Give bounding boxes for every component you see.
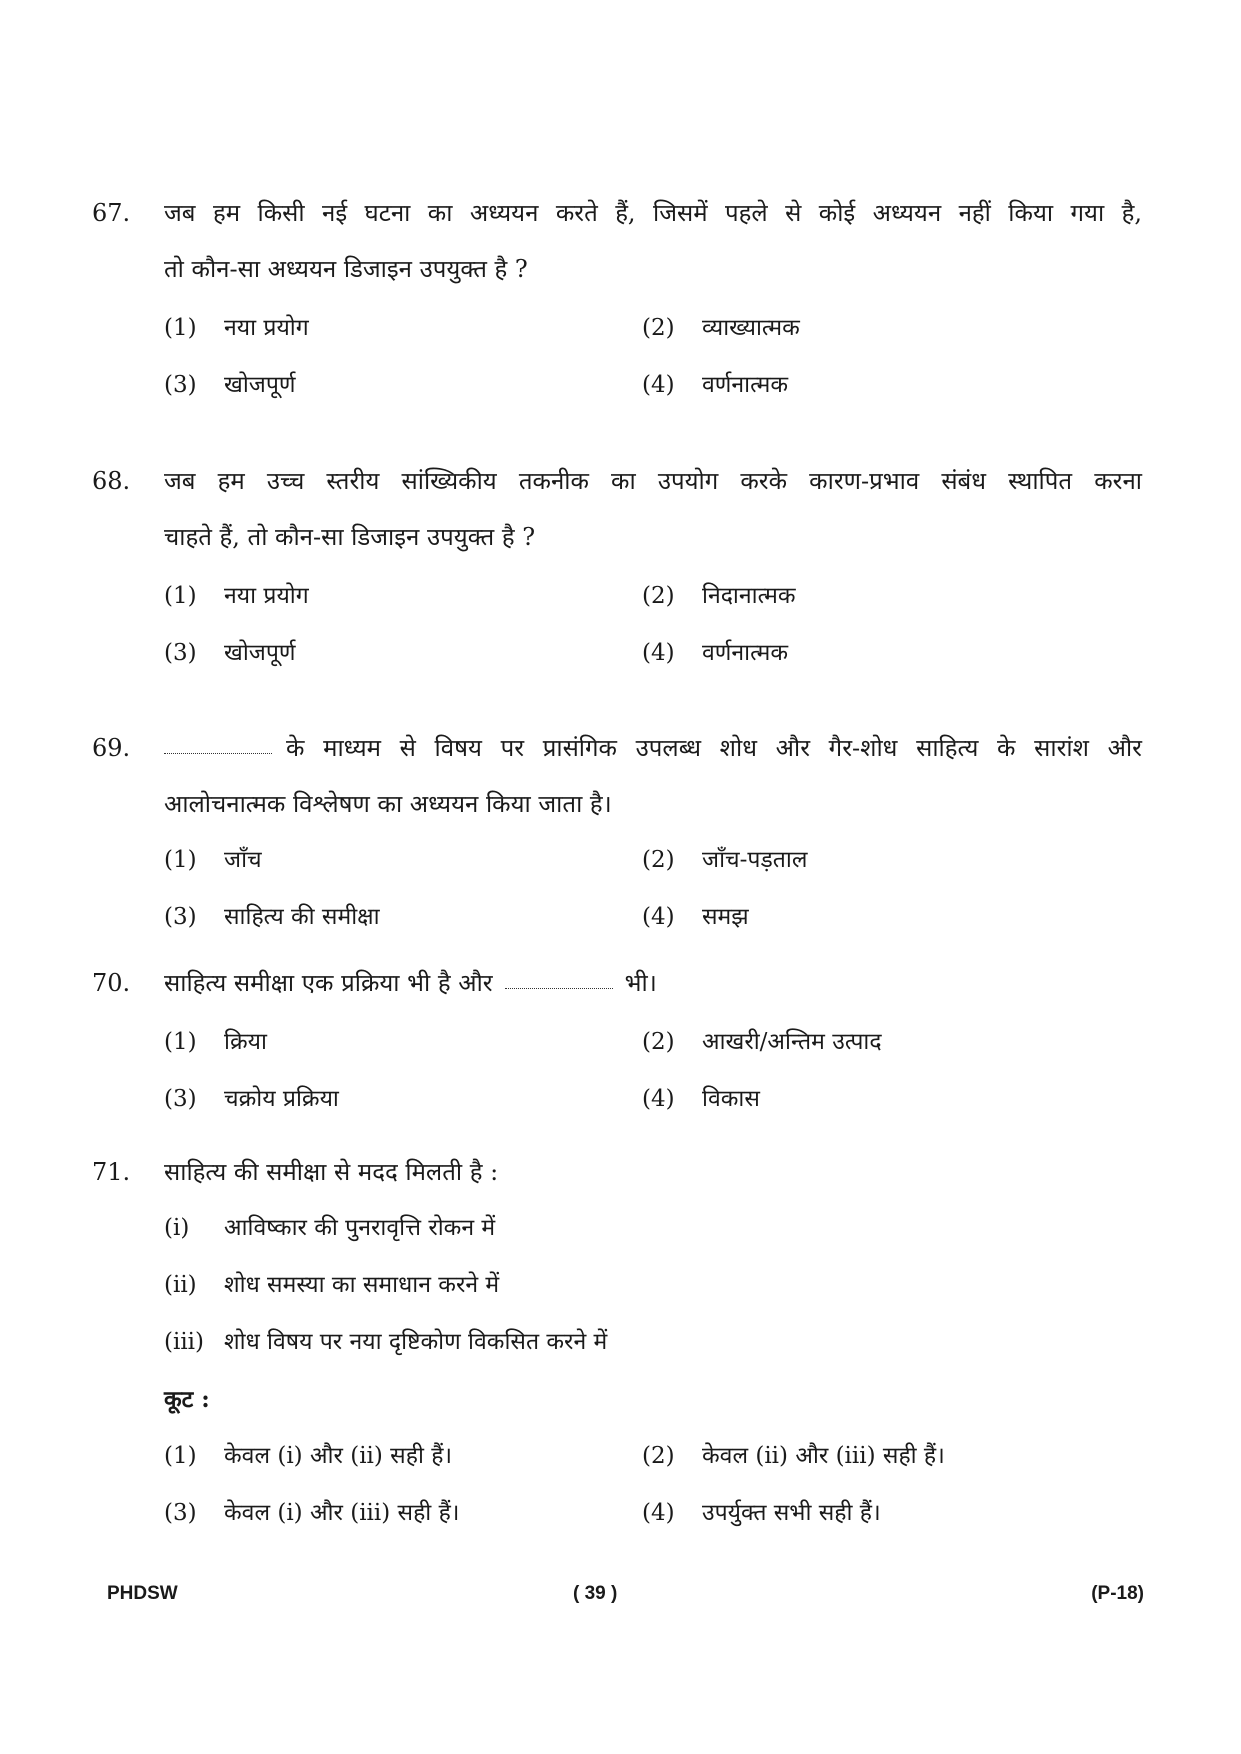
question-text-line-2: चाहते हैं, तो कौन-सा डिजाइन उपयुक्त है ? (164, 523, 536, 551)
code-label: कूट : (164, 1386, 210, 1413)
option-1: (1) नया प्रयोग (164, 315, 309, 341)
question-text-line-1: जब हम किसी नई घटना का अध्ययन करते हैं, जिसमें पहले से कोई अध्ययन नहीं किया गया है, (164, 199, 1142, 227)
option-4: (4) वर्णनात्मक (642, 640, 789, 666)
page-footer (107, 1583, 1144, 1623)
question-number: 71. (92, 1158, 131, 1186)
options (164, 568, 1142, 682)
question-text-line-1: जब हम उच्च स्तरीय सांख्यिकीय तकनीक का उपयोग करके कारण-प्रभाव संबंध स्थापित करना (164, 467, 1142, 495)
question-text-after-blank: भी। (624, 969, 657, 997)
option-4: (4) उपर्युक्त सभी सही हैं। (642, 1500, 881, 1526)
option-3: (3) केवल (i) और (iii) सही हैं। (164, 1500, 460, 1526)
question-text: साहित्य की समीक्षा से मदद मिलती है : (164, 1158, 499, 1186)
footer-page-number: ( 39 ) (573, 1583, 618, 1604)
question-number: 68. (92, 467, 131, 495)
options (164, 1014, 1142, 1128)
fill-in-blank (505, 978, 613, 989)
question-68 (92, 453, 1142, 682)
option-1: (1) जाँच (164, 847, 262, 873)
option-1: (1) केवल (i) और (ii) सही हैं। (164, 1443, 453, 1469)
option-4: (4) विकास (642, 1086, 760, 1112)
statement-iii: (iii) शोध विषय पर नया दृष्टिकोण विकसित करने में (164, 1329, 608, 1355)
question-69 (92, 720, 1142, 946)
option-4: (4) समझ (642, 904, 749, 930)
footer-course-code: PHDSW (107, 1583, 178, 1604)
question-number: 69. (92, 734, 131, 762)
option-1: (1) क्रिया (164, 1029, 267, 1055)
option-4: (4) वर्णनात्मक (642, 372, 789, 398)
statements (164, 1200, 1142, 1542)
option-3: (3) चक्रोय प्रक्रिया (164, 1086, 339, 1112)
question-text-before-blank: साहित्य समीक्षा एक प्रक्रिया भी है और (164, 969, 493, 997)
option-2: (2) निदानात्मक (642, 583, 796, 609)
option-1: (1) नया प्रयोग (164, 583, 309, 609)
options (164, 300, 1142, 414)
question-text-line-2: आलोचनात्मक विश्लेषण का अध्ययन किया जाता है। (164, 790, 612, 818)
question-71 (92, 1144, 1142, 1542)
question-text-line-1: के माध्यम से विषय पर प्रासंगिक उपलब्ध शोध और गैर-शोध साहित्य के सारांश और (286, 734, 1142, 762)
option-2: (2) आखरी/अन्तिम उत्पाद (642, 1029, 882, 1055)
option-3: (3) खोजपूर्ण (164, 640, 296, 666)
option-3: (3) खोजपूर्ण (164, 372, 296, 398)
statement-i: (i) आविष्कार की पुनरावृत्ति रोकन में (164, 1215, 496, 1241)
fill-in-blank (164, 743, 272, 754)
option-2: (2) केवल (ii) और (iii) सही हैं। (642, 1443, 945, 1469)
question-number: 67. (92, 199, 131, 227)
question-number: 70. (92, 969, 131, 997)
statement-ii: (ii) शोध समस्या का समाधान करने में (164, 1272, 500, 1298)
question-text-line-2: तो कौन-सा अध्ययन डिजाइन उपयुक्त है ? (164, 255, 528, 283)
footer-paper-code: (P-18) (1091, 1583, 1144, 1604)
options (164, 832, 1142, 946)
option-2: (2) जाँच-पड़ताल (642, 847, 808, 873)
option-2: (2) व्याख्यात्मक (642, 315, 800, 341)
question-70 (92, 955, 1142, 1128)
option-3: (3) साहित्य की समीक्षा (164, 904, 380, 930)
question-67 (92, 185, 1142, 414)
